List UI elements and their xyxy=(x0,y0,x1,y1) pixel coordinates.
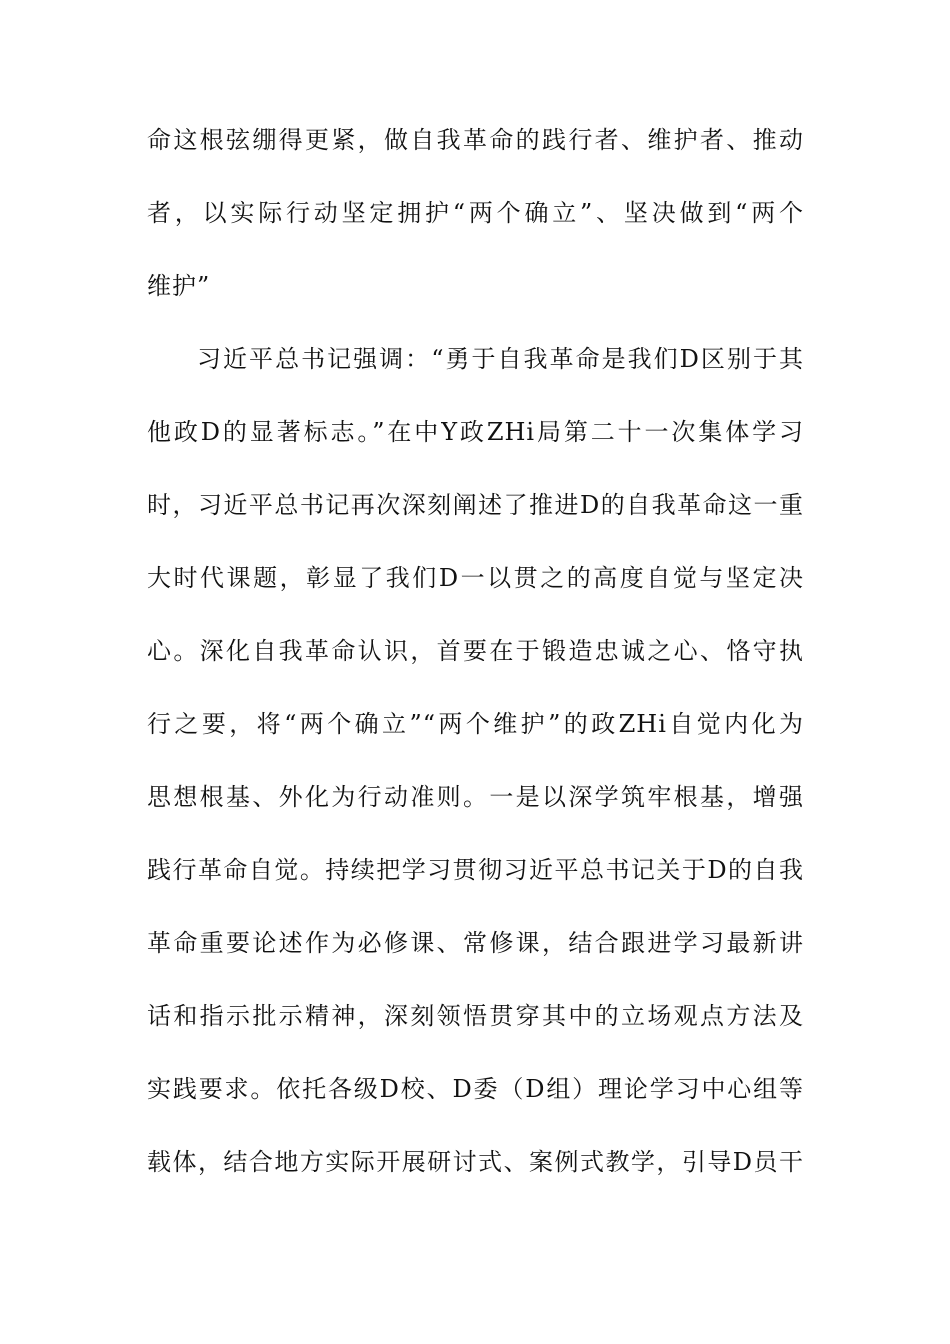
text-line: 他政D的显著标志。”在中Y政ZHi局第二十一次集体学习 xyxy=(147,418,804,446)
text-line: 实践要求。依托各级D校、D委（D组）理论学习中心组等 xyxy=(147,1075,804,1103)
text-line: 习近平总书记强调：“勇于自我革命是我们D区别于其 xyxy=(197,345,804,373)
text-line: 革命重要论述作为必修课、常修课，结合跟进学习最新讲 xyxy=(147,929,804,957)
paragraph-1 xyxy=(147,104,804,323)
text-line: 思想根基、外化为行动准则。一是以深学筑牢根基，增强 xyxy=(147,783,804,811)
text-line: 载体，结合地方实际开展研讨式、案例式教学，引导D员干 xyxy=(147,1148,804,1176)
text-line: 践行革命自觉。持续把学习贯彻习近平总书记关于D的自我 xyxy=(147,856,804,884)
text-line: 时，习近平总书记再次深刻阐述了推进D的自我革命这一重 xyxy=(147,491,804,519)
text-line: 心。深化自我革命认识，首要在于锻造忠诚之心、恪守执 xyxy=(147,637,804,665)
text-line: 大时代课题，彰显了我们D一以贯之的高度自觉与坚定决 xyxy=(147,564,804,592)
text-line: 行之要，将“两个确立”“两个维护”的政ZHi自觉内化为 xyxy=(147,710,804,738)
document-body xyxy=(147,104,804,1199)
text-line: 命这根弦绷得更紧，做自我革命的践行者、维护者、推动 xyxy=(147,126,804,154)
text-line: 话和指示批示精神，深刻领悟贯穿其中的立场观点方法及 xyxy=(147,1002,804,1030)
paragraph-2 xyxy=(147,323,804,1199)
text-line: 者，以实际行动坚定拥护“两个确立”、坚决做到“两个 xyxy=(147,199,804,227)
text-line: 维护” xyxy=(147,272,211,300)
